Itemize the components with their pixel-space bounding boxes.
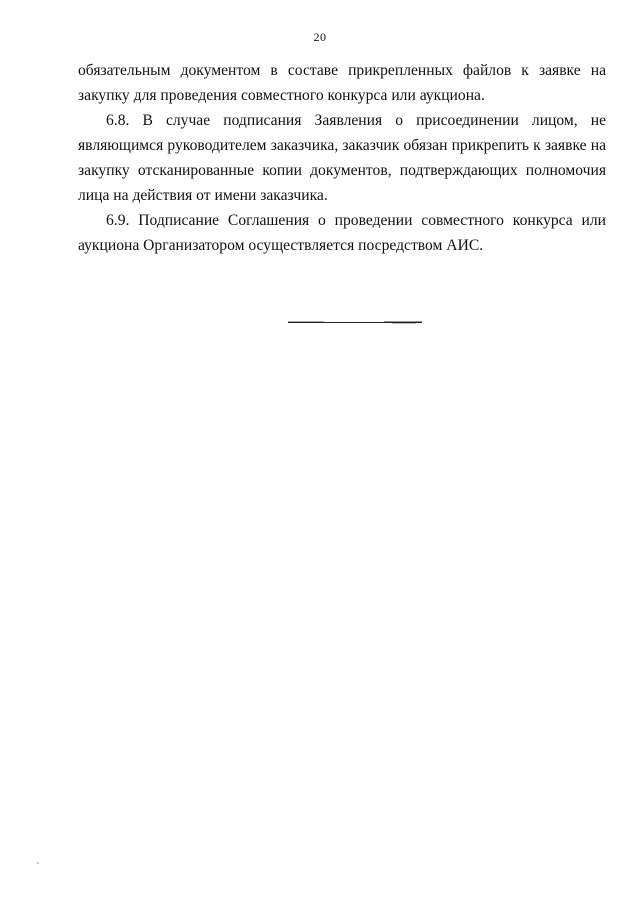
paragraph-clause-6-9: 6.9. Подписание Соглашения о проведении совместного конкурса или аукциона Организатором осуществляется посредством АИС. xyxy=(78,212,606,254)
end-of-text-separator xyxy=(288,318,422,326)
page-number: 20 xyxy=(313,30,327,44)
scan-speck xyxy=(37,862,39,864)
document-body xyxy=(78,58,606,258)
paragraph-clause-6-8: 6.8. В случае подписания Заявления о присоединении лицом, не являющимся руководителем заказчика, заказчик обязан прикрепить к заявке на закупку отсканированные копии документов, подтверждающих полномочия лица на действия от имени заказчика. xyxy=(78,112,606,204)
paragraph-continuation: обязательным документом в составе прикрепленных файлов к заявке на закупку для проведения совместного конкурса или аукциона. xyxy=(78,62,606,104)
